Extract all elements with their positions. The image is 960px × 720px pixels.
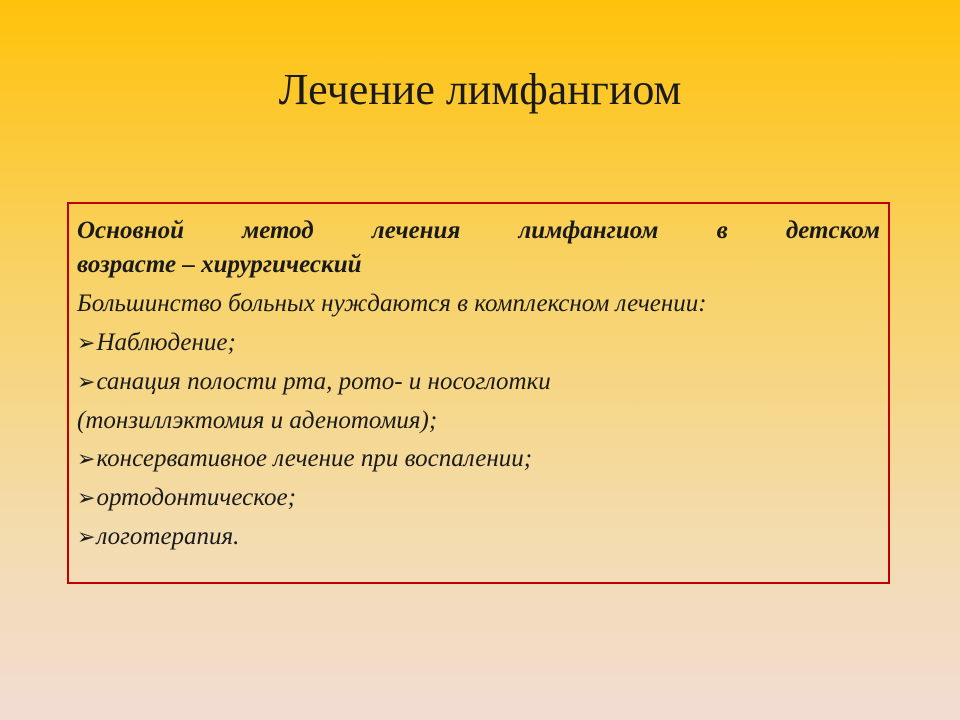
arrow-bullet-icon: ➢ [77, 525, 96, 550]
list-item [77, 363, 880, 440]
list-item [77, 518, 880, 557]
content-box [67, 202, 890, 584]
slide-title: Лечение лимфангиом [278, 65, 682, 114]
arrow-bullet-icon: ➢ [77, 331, 96, 356]
list-item-text: консервативное лечение при воспалении; [96, 445, 533, 472]
intro-text: Большинство больных нуждаются в комплексном лечении: [77, 290, 707, 317]
lead-statement [77, 214, 880, 282]
list-item-text: Наблюдение; [96, 329, 236, 356]
list-item-text-continued: (тонзиллэктомия и аденотомия); [77, 407, 438, 434]
treatment-list [77, 324, 880, 557]
lead-line-2: возрасте – хирургический [77, 251, 362, 278]
list-item-text: логотерапия. [96, 523, 240, 550]
list-item [77, 324, 880, 363]
arrow-bullet-icon: ➢ [77, 447, 96, 472]
list-item [77, 440, 880, 479]
arrow-bullet-icon: ➢ [77, 370, 96, 395]
arrow-bullet-icon: ➢ [77, 486, 96, 511]
lead-line-1: Основной метод лечения лимфангиом в детском [77, 217, 880, 244]
list-item [77, 479, 880, 518]
list-item-text: санация полости рта, рото- и носоглотки [96, 368, 551, 395]
list-item-text: ортодонтическое; [96, 484, 296, 511]
